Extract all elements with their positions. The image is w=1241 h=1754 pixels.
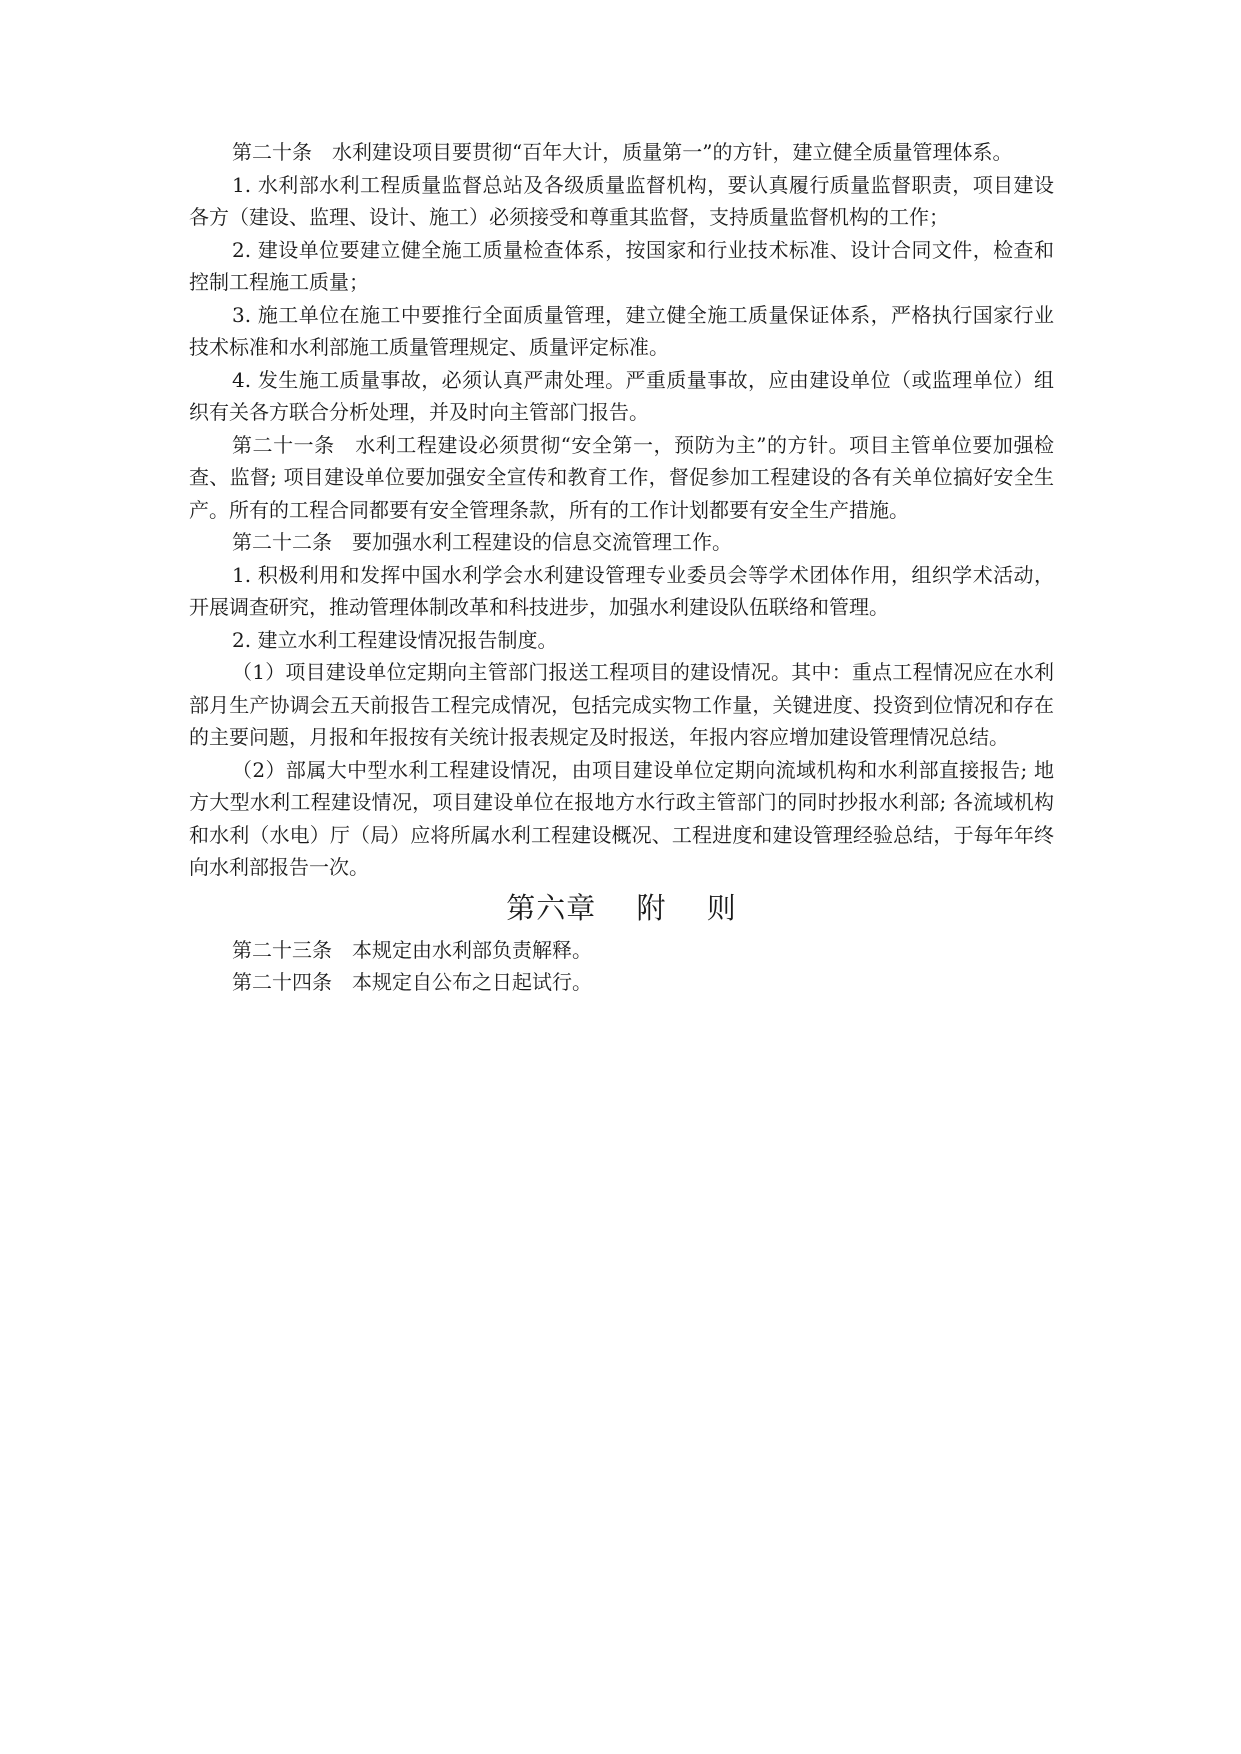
article-20-item-2: 2. 建设单位要建立健全施工质量检查体系，按国家和行业技术标准、设计合同文件，检查和控制工程施工质量；	[189, 237, 1054, 294]
document-page	[189, 136, 1054, 999]
chapter-title: 第六章 附 则	[506, 890, 737, 925]
article-20: 第二十条 水利建设项目要贯彻“百年大计，质量第一”的方针，建立健全质量管理体系。	[232, 140, 1013, 164]
article-23: 第二十三条 本规定由水利部负责解释。	[232, 937, 592, 962]
article-20-item-4: 4. 发生施工质量事故，必须认真严肃处理。严重质量事故，应由建设单位（或监理单位）组织有关各方联合分析处理，并及时向主管部门报告。	[189, 367, 1054, 424]
article-22: 第二十二条 要加强水利工程建设的信息交流管理工作。	[232, 530, 732, 554]
article-24: 第二十四条 本规定自公布之日起试行。	[232, 970, 592, 994]
article-22-item-2: 2. 建立水利工程建设情况报告制度。	[232, 627, 558, 652]
article-21: 第二十一条 水利工程建设必须贯彻“安全第一，预防为主”的方针。项目主管单位要加强检查、监督; 项目建设单位要加强安全宣传和教育工作，督促参加工程建设的各有关单位搞好安全生产。所有的工程合同都要有安全管理条款，所有的工作计划都要有安全生产措施。	[189, 432, 1054, 522]
article-22-item-2-sub-1: （1）项目建设单位定期向主管部门报送工程项目的建设情况。其中：重点工程情况应在水利部月生产协调会五天前报告工程完成情况，包括完成实物工作量，关键进度、投资到位情况和存在的主要问题，月报和年报按有关统计报表规定及时报送，年报内容应增加建设管理情况总结。	[189, 660, 1054, 749]
article-22-item-1: 1. 积极利用和发挥中国水利学会水利建设管理专业委员会等学术团体作用，组织学术活动，开展调查研究，推动管理体制改革和科技进步，加强水利建设队伍联络和管理。	[189, 562, 1054, 619]
article-22-item-2-sub-2: （2）部属大中型水利工程建设情况，由项目建设单位定期向流域机构和水利部直接报告; 地方大型水利工程建设情况，项目建设单位在报地方水行政主管部门的同时抄报水利部; 各流域机构和水利（水电）厅（局）应将所属水利工程建设概况、工程进度和建设管理经验总结，于每年年终向水利部报告一次。	[189, 757, 1054, 879]
article-20-item-1: 1. 水利部水利工程质量监督总站及各级质量监督机构，要认真履行质量监督职责，项目建设各方（建设、监理、设计、施工）必须接受和尊重其监督，支持质量监督机构的工作；	[189, 172, 1054, 229]
article-20-item-3: 3. 施工单位在施工中要推行全面质量管理，建立健全施工质量保证体系，严格执行国家行业技术标准和水利部施工质量管理规定、质量评定标准。	[189, 302, 1054, 359]
